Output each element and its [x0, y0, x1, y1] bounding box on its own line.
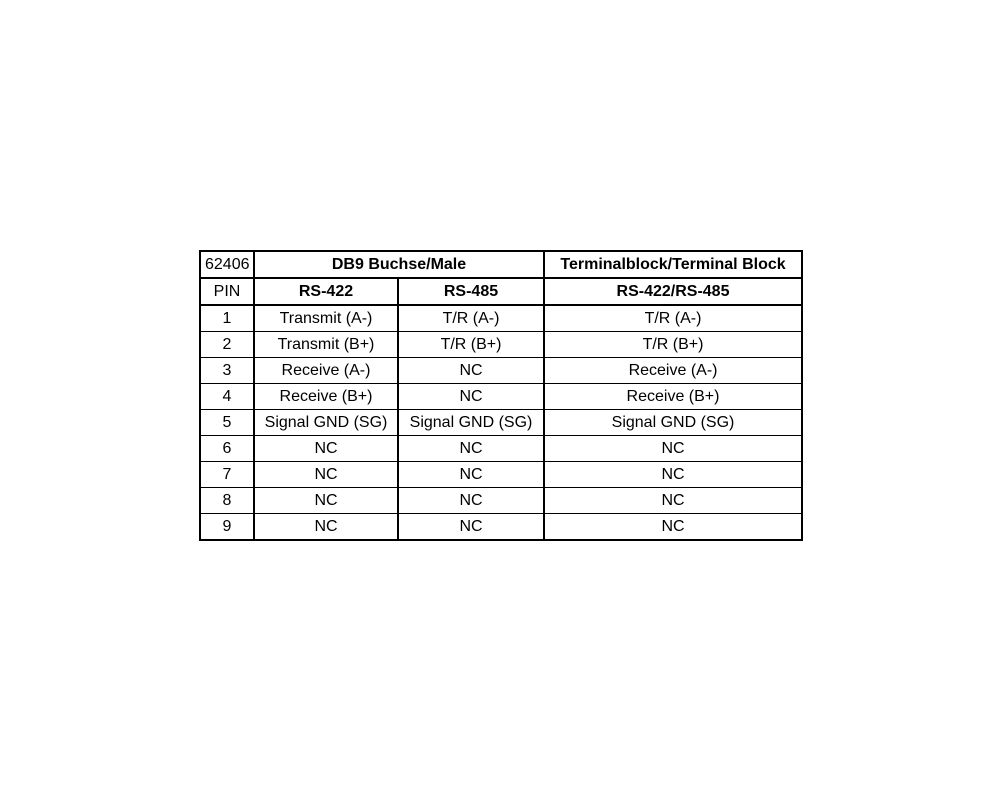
terminal-cell: NC [544, 514, 802, 541]
pin-cell: 7 [200, 462, 254, 488]
rs485-column-header: RS-485 [398, 278, 544, 305]
pin-cell: 5 [200, 410, 254, 436]
terminal-cell: NC [544, 488, 802, 514]
rs422-cell: Transmit (B+) [254, 332, 398, 358]
terminal-group-header: Terminalblock/Terminal Block [544, 251, 802, 278]
terminal-cell: Receive (B+) [544, 384, 802, 410]
header-row-groups [200, 251, 802, 278]
terminal-cell: Signal GND (SG) [544, 410, 802, 436]
table-row [200, 384, 802, 410]
rs485-cell: NC [398, 514, 544, 541]
rs485-cell: NC [398, 488, 544, 514]
rs422-column-header: RS-422 [254, 278, 398, 305]
terminal-cell: T/R (B+) [544, 332, 802, 358]
pin-cell: 6 [200, 436, 254, 462]
rs422-cell: NC [254, 462, 398, 488]
pin-cell: 4 [200, 384, 254, 410]
rs485-cell: T/R (A-) [398, 305, 544, 332]
part-number-cell: 62406 [200, 251, 254, 278]
header-row-columns [200, 278, 802, 305]
rs422-cell: Transmit (A-) [254, 305, 398, 332]
rs422-cell: NC [254, 514, 398, 541]
pin-cell: 1 [200, 305, 254, 332]
table-row [200, 305, 802, 332]
table-row [200, 410, 802, 436]
terminal-column-header: RS-422/RS-485 [544, 278, 802, 305]
rs485-cell: T/R (B+) [398, 332, 544, 358]
rs422-cell: Receive (A-) [254, 358, 398, 384]
rs485-cell: NC [398, 384, 544, 410]
rs485-cell: NC [398, 436, 544, 462]
terminal-cell: NC [544, 436, 802, 462]
db9-group-header: DB9 Buchse/Male [254, 251, 544, 278]
pinout-table [199, 250, 803, 541]
table-row [200, 358, 802, 384]
pin-column-header: PIN [200, 278, 254, 305]
rs422-cell: Signal GND (SG) [254, 410, 398, 436]
pin-cell: 9 [200, 514, 254, 541]
rs422-cell: NC [254, 488, 398, 514]
table-row [200, 514, 802, 541]
table-row [200, 436, 802, 462]
pin-cell: 2 [200, 332, 254, 358]
terminal-cell: NC [544, 462, 802, 488]
rs485-cell: NC [398, 462, 544, 488]
table-row [200, 488, 802, 514]
table-row [200, 462, 802, 488]
rs485-cell: Signal GND (SG) [398, 410, 544, 436]
rs422-cell: NC [254, 436, 398, 462]
pin-cell: 3 [200, 358, 254, 384]
terminal-cell: T/R (A-) [544, 305, 802, 332]
rs485-cell: NC [398, 358, 544, 384]
terminal-cell: Receive (A-) [544, 358, 802, 384]
pin-cell: 8 [200, 488, 254, 514]
rs422-cell: Receive (B+) [254, 384, 398, 410]
table-row [200, 332, 802, 358]
